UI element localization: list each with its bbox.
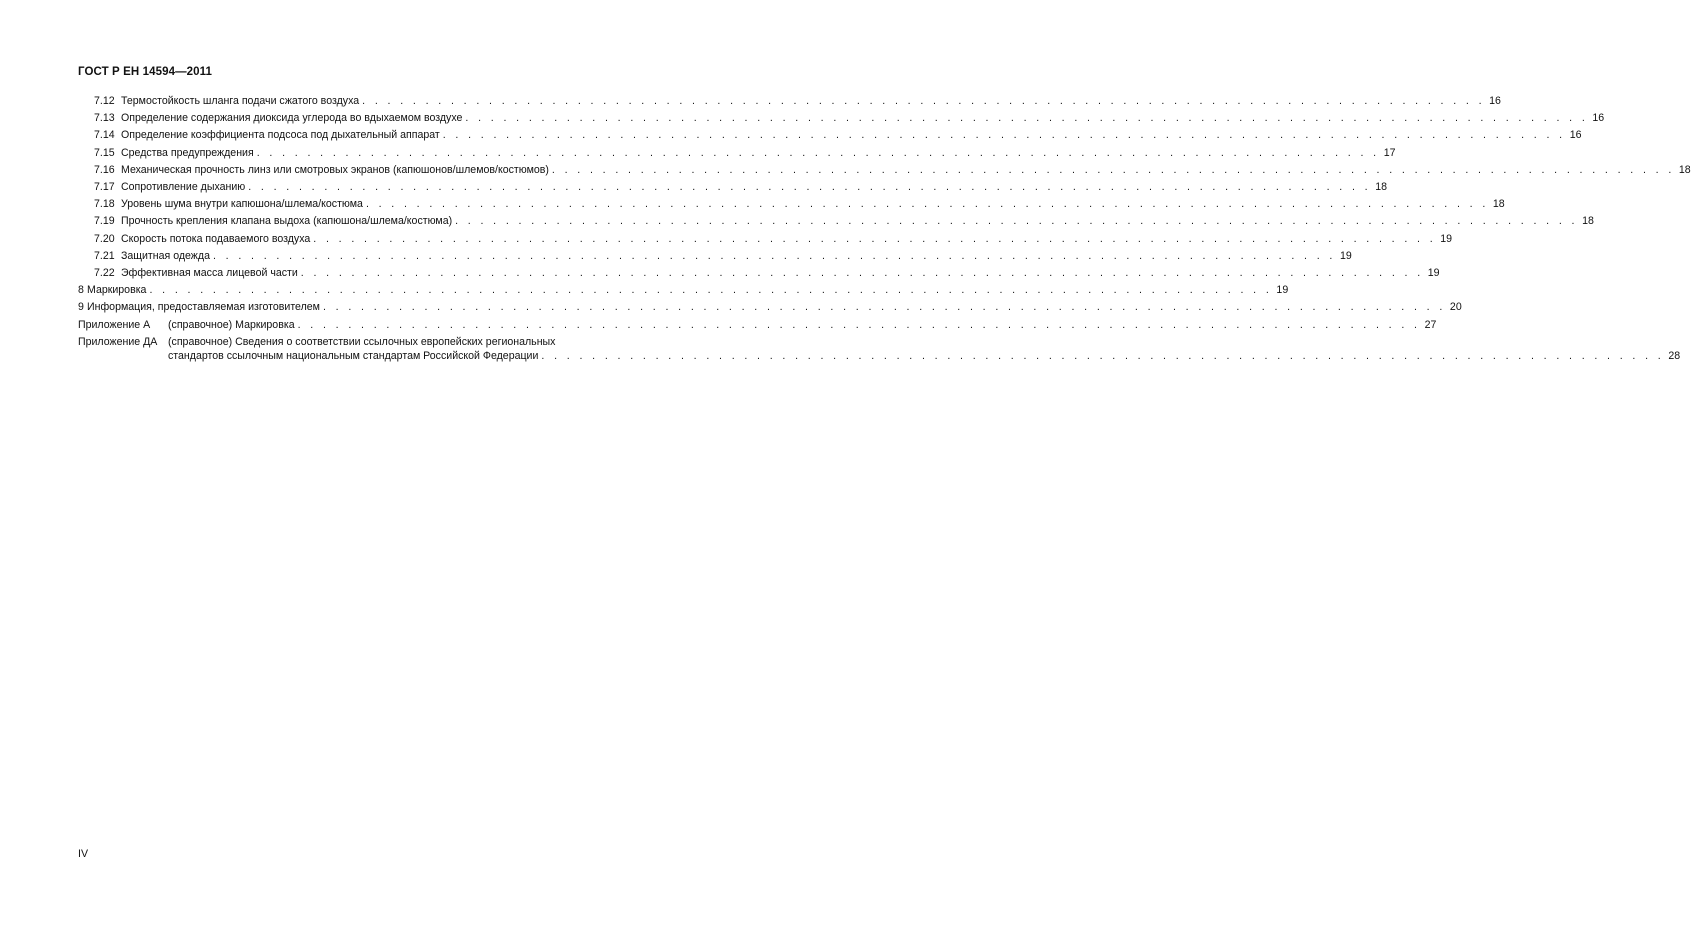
toc-entry-title-block [168,335,1680,363]
toc-entry-title: Скорость потока подаваемого воздуха [121,232,311,245]
toc-entry-page: 18 [1492,198,1505,211]
toc-entry-7-15[interactable] [78,145,1396,162]
toc-entry-page: 28 [1668,349,1681,362]
toc-entry-page: 16 [1489,95,1501,107]
table-of-contents [78,93,1691,363]
toc-entry-title-line2: стандартов ссылочным национальным стандартам Российской Федерации [168,349,539,362]
dot-leader [213,248,1336,265]
toc-entry-title: Маркировка [87,284,147,297]
toc-entry-page: 19 [1276,284,1289,297]
dot-leader [301,265,1424,282]
toc-entry-page: 16 [1592,112,1605,125]
dot-leader [323,299,1446,316]
toc-entry-page: 17 [1383,146,1396,159]
toc-entry-7-16[interactable] [78,162,1691,179]
toc-entry-title-line1: (справочное) Сведения о соответствии ссылочных европейских региональных [168,335,556,348]
toc-entry-7-19[interactable] [78,213,1594,230]
toc-entry-appendix-da[interactable] [78,335,1681,363]
toc-entry-number: 7.13 [94,112,115,125]
toc-entry-number: 7.19 [94,215,115,228]
toc-entry-title: Сопротивление дыханию [121,181,246,194]
toc-entry-number: Приложение ДА [78,335,158,348]
toc-entry-page: 20 [1449,301,1462,314]
toc-entry-page: 18 [1375,181,1388,194]
toc-entry-title: Средства предупреждения [121,146,254,159]
toc-entry-number: Приложение А [78,318,151,331]
toc-entry-number: 8 [78,284,84,297]
toc-entry-7-21[interactable] [78,248,1352,265]
dot-leader [248,179,1371,196]
dot-leader [257,145,1380,162]
toc-entry-title: Термостойкость шланга подачи сжатого воздуха [121,95,360,107]
toc-entry-page: 18 [1678,163,1691,176]
toc-entry-number: 7.22 [94,267,115,280]
dot-leader [313,231,1436,248]
toc-entry-number: 7.20 [94,232,115,245]
toc-entry-page: 27 [1424,318,1437,331]
toc-entry-page: 18 [1582,215,1594,228]
toc-entry-title: Уровень шума внутри капюшона/шлема/костюма [121,198,363,211]
toc-entry-7-13[interactable] [78,110,1605,127]
toc-entry-page: 19 [1440,232,1453,245]
toc-entry-number: 7.15 [94,146,115,159]
dot-leader [541,349,1664,363]
toc-entry-title: Определение содержания диоксида углерода во вдыхаемом воздухе [121,112,463,125]
toc-entry-7-14[interactable] [78,127,1582,144]
toc-entry-page: 16 [1569,129,1582,142]
toc-entry-number: 7.16 [94,163,115,176]
dot-leader [149,282,1272,299]
toc-entry-appendix-a[interactable] [78,317,1437,334]
dot-leader [455,213,1578,230]
toc-entry-7-18[interactable] [78,196,1505,213]
toc-entry-title: Защитная одежда [121,249,210,262]
toc-entry-page: 19 [1339,249,1352,262]
toc-entry-title: (справочное) Маркировка [168,318,295,331]
toc-entry-9[interactable] [78,299,1462,316]
toc-entry-title: Механическая прочность линз или смотровых экранов (капюшонов/шлемов/костюмов) [121,163,549,176]
toc-entry-number: 7.12 [94,95,115,107]
toc-entry-7-17[interactable] [78,179,1388,196]
dot-leader [362,93,1485,110]
dot-leader [552,162,1675,179]
toc-entry-title: Определение коэффициента подсоса под дыхательный аппарат [121,129,440,142]
toc-entry-7-12[interactable] [78,93,1501,110]
toc-entry-title: Прочность крепления клапана выдоха (капюшона/шлема/костюма) [121,215,453,228]
toc-entry-number: 7.14 [94,129,115,142]
dot-leader [366,196,1489,213]
document-header: ГОСТ Р ЕН 14594—2011 [78,66,213,78]
toc-entry-title: Эффективная масса лицевой части [121,267,298,280]
toc-entry-number: 7.17 [94,181,115,194]
toc-entry-page: 19 [1427,267,1440,280]
dot-leader [298,317,1421,334]
toc-entry-title-line2-row [168,349,1680,363]
toc-entry-7-22[interactable] [78,265,1440,282]
toc-entry-number: 7.21 [94,249,115,262]
dot-leader [465,110,1588,127]
toc-entry-title: Информация, предоставляемая изготовителем [87,301,320,314]
toc-entry-number: 9 [78,301,84,314]
toc-entry-8[interactable] [78,282,1289,299]
page-number: IV [78,848,89,860]
toc-entry-number: 7.18 [94,198,115,211]
dot-leader [443,127,1566,144]
toc-entry-7-20[interactable] [78,231,1453,248]
